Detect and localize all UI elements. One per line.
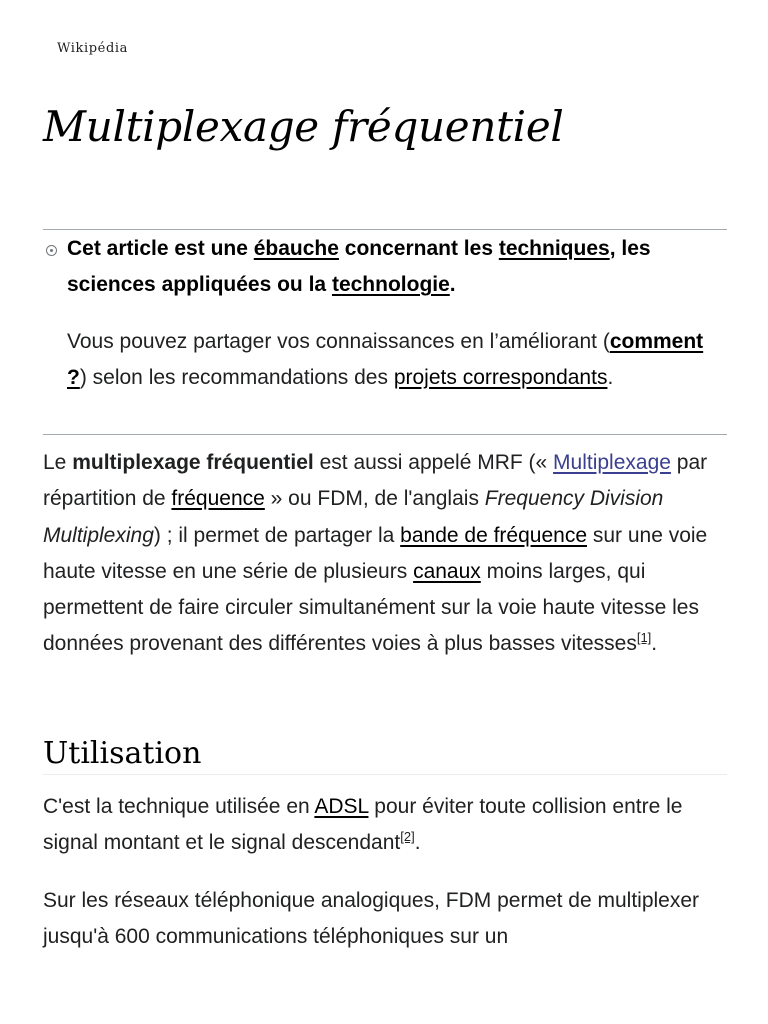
stub-icon: [46, 245, 57, 256]
link-projets-correspondants[interactable]: projets correspondants: [393, 366, 608, 389]
utilisation-paragraph-1: C'est la technique utilisée en ADSL pour éviter toute collision entre le signal montant et le signal descendant[2].: [43, 795, 683, 855]
link-bande-de-frequence[interactable]: bande de fréquence: [400, 523, 587, 547]
utilisation-paragraph-2: Sur les réseaux téléphonique analogiques, FDM permet de multiplexer jusqu'à 600 communications téléphoniques sur un: [43, 889, 700, 949]
stub-sub-text: Vous pouvez partager vos connaissances en l’améliorant (comment ?) selon les recommandations des projets correspondants.: [67, 330, 704, 389]
link-adsl[interactable]: ADSL: [314, 795, 369, 818]
link-ebauche[interactable]: ébauche: [253, 237, 339, 260]
intro-paragraph: Le multiplexage fréquentiel est aussi appelé MRF (« Multiplexage par répartition de fréquence » ou FDM, de l'anglais Frequency Division Multiplexing) ; il permet de partager la bande de fréquence sur une voie haute vitesse en une série de plusieurs canaux moins larges, qui permettent de faire circuler simultanément sur la voie haute vitesse les données provenant des différentes voies à plus basses vitesses[1].: [43, 451, 708, 656]
link-canaux[interactable]: canaux: [413, 559, 481, 583]
wikipedia-wordmark[interactable]: Wikipédia: [57, 41, 128, 56]
link-frequence[interactable]: fréquence: [171, 487, 265, 511]
link-comment[interactable]: comment ?: [67, 330, 704, 389]
page-title: Multiplexage fréquentiel: [43, 102, 564, 151]
reference-2: [400, 829, 414, 844]
ref-link-1[interactable]: [1]: [636, 630, 652, 646]
link-multiplexage[interactable]: Multiplexage: [553, 451, 671, 474]
section-heading-utilisation: Utilisation: [43, 734, 727, 775]
stub-main-text: Cet article est une ébauche concernant les techniques, les sciences appliquées ou la technologie.: [67, 237, 651, 296]
stub-notice: [43, 229, 727, 435]
ref-link-2[interactable]: [2]: [400, 829, 415, 845]
reference-1: [637, 630, 651, 645]
link-techniques[interactable]: techniques: [498, 237, 610, 260]
link-technologie[interactable]: technologie: [331, 273, 450, 296]
